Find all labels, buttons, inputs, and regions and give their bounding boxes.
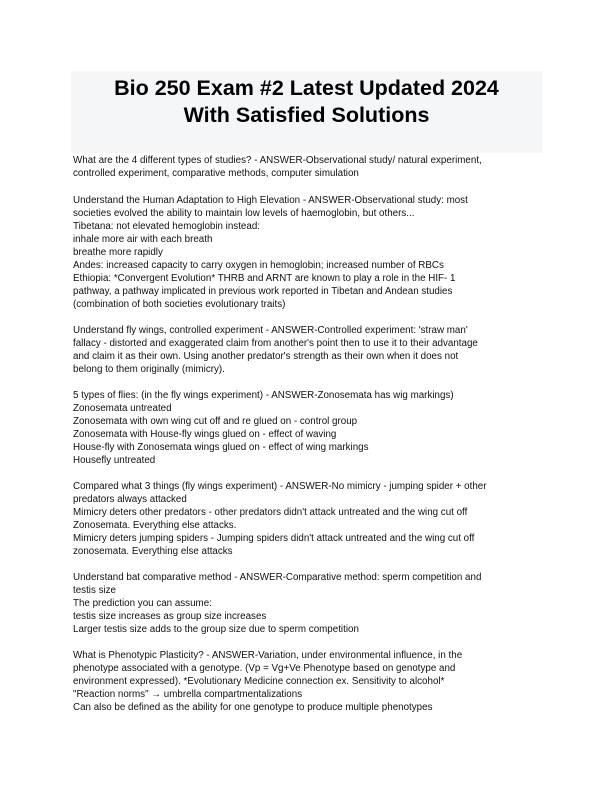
q5-line-3: Mimicry deters other predators - other predators didn't attack untreated and the wing cut off: [73, 507, 468, 518]
q3-line-3: and claim it as their own. Using another predator's strength as their own when it does not: [73, 351, 459, 362]
q4-line-6: Housefly untreated: [73, 455, 156, 466]
q5-line-2: predators always attacked: [73, 494, 187, 505]
q2-line-6: Andes: increased capacity to carry oxygen in hemoglobin; increased number of RBCs: [73, 260, 444, 271]
q2-line-7: Ethiopia: *Convergent Evolution* THRB and ARNT are known to play a role in the HIF- 1: [73, 273, 456, 284]
q6-line-4: testis size increases as group size increases: [73, 611, 267, 622]
q7-line-5: Can also be defined as the ability for one genotype to produce multiple phenotypes: [73, 702, 433, 713]
q4-line-4: Zonosemata with House-fly wings glued on - effect of waving: [73, 429, 337, 440]
q2-line-1: Understand the Human Adaptation to High Elevation - ANSWER-Observational study: most: [73, 195, 468, 206]
q1-line-2: controlled experiment, comparative methods, computer simulation: [73, 168, 359, 179]
q6-line-5: Larger testis size adds to the group size due to sperm competition: [73, 624, 359, 635]
q6-line-2: testis size: [73, 585, 117, 596]
q4-line-5: House-fly with Zonosemata wings glued on - effect of wing markings: [73, 442, 369, 453]
q2-line-8: pathway, a pathway implicated in previous work reported in Tibetan and Andean studies: [73, 286, 453, 297]
q7-line-1: What is Phenotypic Plasticity? - ANSWER-Variation, under environmental influence, in the: [73, 650, 463, 661]
q4-line-1: 5 types of flies: (in the fly wings experiment) - ANSWER-Zonosemata has wig markings): [73, 390, 454, 401]
q5-line-1: Compared what 3 things (fly wings experiment) - ANSWER-No mimicry - jumping spider + other: [73, 481, 487, 492]
q3-line-2: fallacy - distorted and exaggerated claim from another's point then to use it to their advantage: [73, 338, 478, 349]
q2-line-2: societies evolved the ability to maintain low levels of haemoglobin, but others...: [73, 208, 415, 219]
title-line-2: With Satisfied Solutions: [183, 103, 430, 127]
q5-line-4: Zonosemata. Everything else attacks.: [73, 520, 237, 531]
q2-line-5: breathe more rapidly: [73, 247, 163, 258]
title-line-1: Bio 250 Exam #2 Latest Updated 2024: [114, 76, 499, 100]
q3-line-4: belong to them originally (mimicry).: [73, 364, 225, 375]
q7-line-3: environment expressed). *Evolutionary Medicine connection ex. Sensitivity to alcohol*: [73, 676, 445, 687]
q1-line-1: What are the 4 different types of studies? - ANSWER-Observational study/ natural experiment,: [73, 155, 482, 166]
q5-line-6: zonosemata. Everything else attacks: [73, 546, 233, 557]
q2-line-4: inhale more air with each breath: [73, 234, 213, 245]
q2-line-3: Tibetana: not elevated hemoglobin instead:: [73, 221, 260, 232]
q3-line-1: Understand fly wings, controlled experiment - ANSWER-Controlled experiment: 'straw man': [73, 325, 468, 336]
q7-line-4: "Reaction norms" → umbrella compartmentalizations: [73, 689, 303, 700]
q4-line-2: Zonosemata untreated: [73, 403, 172, 414]
q7-line-2: phenotype associated with a genotype. (Vp = Vg+Ve Phenotype based on genotype and: [73, 663, 456, 674]
q5-line-5: Mimicry deters jumping spiders - Jumping spiders didn't attack untreated and the wing cut off: [73, 533, 475, 544]
q2-line-9: (combination of both societies evolutionary traits): [73, 299, 286, 310]
q4-line-3: Zonosemata with own wing cut off and re glued on - control group: [73, 416, 358, 427]
q6-line-3: The prediction you can assume:: [73, 598, 212, 609]
q6-line-1: Understand bat comparative method - ANSWER-Comparative method: sperm competition and: [73, 572, 482, 583]
